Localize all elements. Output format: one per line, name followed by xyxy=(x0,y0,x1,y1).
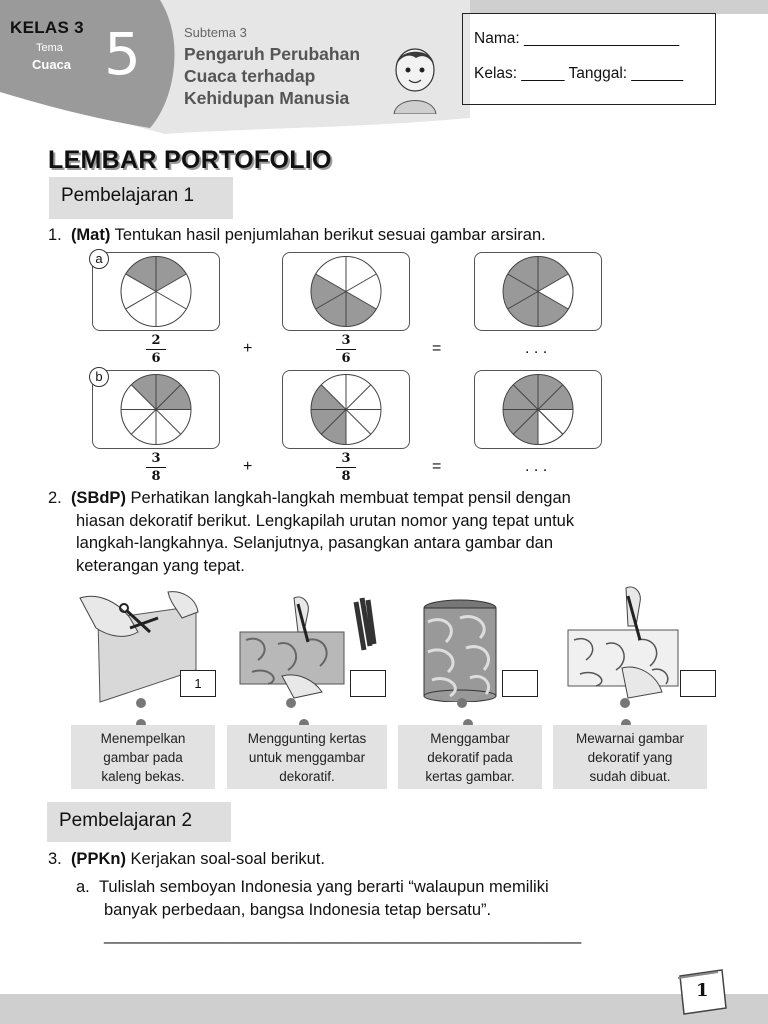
answer-blank-a[interactable]: . . . xyxy=(525,340,548,357)
match-dot-image-3[interactable] xyxy=(457,698,467,708)
plus-sign: + xyxy=(243,458,253,475)
theme-number: 5 xyxy=(104,20,141,88)
description-line: untuk menggambar xyxy=(248,750,366,765)
subtheme-label: Subtema 3 xyxy=(184,25,247,40)
theme-name: Cuaca xyxy=(32,57,72,72)
description-line: Mewarnai gambar xyxy=(575,731,685,746)
denominator: 6 xyxy=(151,351,161,366)
pie-a2 xyxy=(282,252,410,331)
fraction-b1 xyxy=(146,451,166,484)
description-box-3 xyxy=(398,725,542,789)
pie-a-result-chart xyxy=(475,253,601,330)
page-title: LEMBAR PORTOFOLIO xyxy=(48,146,332,174)
description-line: kertas gambar. xyxy=(425,769,515,784)
subtheme-title-line: Kehidupan Manusia xyxy=(184,88,350,108)
description-line: Menempelkan xyxy=(100,731,186,746)
match-dot-image-4[interactable] xyxy=(620,698,630,708)
description-line: gambar pada xyxy=(103,750,183,765)
pie-a-result xyxy=(474,252,602,331)
subquestion-text: banyak perbedaan, bangsa Indonesia tetap bersatu”. xyxy=(104,900,492,919)
description-line: sudah dibuat. xyxy=(589,769,671,784)
class-label: KELAS 3 xyxy=(10,18,84,37)
step-number-box-2[interactable] xyxy=(350,670,386,697)
question-subject: (Mat) xyxy=(70,226,111,244)
description-line: dekoratif yang xyxy=(587,750,673,765)
description-line: dekoratif pada xyxy=(427,750,513,765)
answer-blank-b[interactable]: . . . xyxy=(525,458,548,475)
question-subject: (PPKn) xyxy=(70,850,126,868)
subtheme-title-line: Pengaruh Perubahan xyxy=(184,44,361,64)
page-number: 1 xyxy=(696,980,709,1001)
question-subject: (SBdP) xyxy=(70,489,126,507)
pie-a2-chart xyxy=(283,253,409,330)
question-3 xyxy=(48,848,325,871)
section-pembelajaran-1: Pembelajaran 1 xyxy=(49,177,233,219)
plus-sign: + xyxy=(243,340,253,357)
pie-b-result-chart xyxy=(475,371,601,448)
match-dot-image-2[interactable] xyxy=(286,698,296,708)
name-field[interactable]: Nama: __________________ xyxy=(474,30,680,47)
denominator: 8 xyxy=(151,469,161,484)
equals-sign: = xyxy=(432,458,442,475)
pie-a1 xyxy=(92,252,220,331)
fraction-a1 xyxy=(146,333,166,366)
description-box-4 xyxy=(553,725,707,789)
subquestion-label: a. xyxy=(76,878,90,896)
student-info-box xyxy=(462,13,716,105)
question-text: keterangan yang tepat. xyxy=(76,556,245,575)
row-label-a: a xyxy=(89,249,109,269)
description-line: Menggunting kertas xyxy=(247,731,367,746)
fraction-a2 xyxy=(336,333,356,366)
pie-b2-chart xyxy=(283,371,409,448)
row-label-b: b xyxy=(89,367,109,387)
pie-b-result xyxy=(474,370,602,449)
pie-b1 xyxy=(92,370,220,449)
class-date-field[interactable]: Kelas: _____ Tanggal: ______ xyxy=(474,65,684,82)
numerator: 3 xyxy=(341,451,351,466)
answer-line-3a[interactable]: ____________________________________________________ xyxy=(104,926,582,944)
pie-b1-chart xyxy=(93,371,219,448)
numerator: 3 xyxy=(151,451,161,466)
fraction-b2 xyxy=(336,451,356,484)
description-box-2 xyxy=(227,725,387,789)
numerator: 2 xyxy=(151,333,161,348)
question-number: 1. xyxy=(48,226,62,244)
denominator: 8 xyxy=(341,469,351,484)
question-number: 3. xyxy=(48,850,62,868)
coloring-decoration-illustration xyxy=(566,582,682,702)
pie-b2 xyxy=(282,370,410,449)
question-text: Tentukan hasil penjumlahan berikut sesuai gambar arsiran. xyxy=(110,226,546,244)
question-text: Kerjakan soal-soal berikut. xyxy=(125,850,325,868)
description-line: Menggambar xyxy=(430,731,510,746)
question-text: hiasan dekoratif berikut. Lengkapilah urutan nomor yang tepat untuk xyxy=(76,511,575,530)
description-box-1 xyxy=(71,725,215,789)
step-number-box-1[interactable]: 1 xyxy=(180,670,216,697)
footer-band xyxy=(0,994,768,1024)
description-line: dekoratif. xyxy=(279,769,335,784)
boy-illustration xyxy=(386,40,444,114)
question-text: Perhatikan langkah-langkah membuat tempat pensil dengan xyxy=(125,489,571,507)
match-dot-image-1[interactable] xyxy=(136,698,146,708)
subtheme-title-line: Cuaca terhadap xyxy=(184,66,316,86)
question-number: 2. xyxy=(48,489,62,507)
description-line: kaleng bekas. xyxy=(101,769,185,784)
pie-a1-chart xyxy=(93,253,219,330)
section-pembelajaran-2: Pembelajaran 2 xyxy=(47,802,231,842)
step-number-box-3[interactable] xyxy=(502,670,538,697)
question-1 xyxy=(48,224,546,247)
numerator: 3 xyxy=(341,333,351,348)
denominator: 6 xyxy=(341,351,351,366)
decorated-can-illustration xyxy=(420,598,500,702)
question-2 xyxy=(48,487,738,577)
equals-sign: = xyxy=(432,340,442,357)
subtheme-title xyxy=(184,43,394,109)
question-3a xyxy=(76,876,736,921)
question-text: langkah-langkahnya. Selanjutnya, pasangkan antara gambar dan xyxy=(76,534,554,552)
subquestion-text: Tulislah semboyan Indonesia yang berarti “walaupun memiliki xyxy=(98,878,549,896)
theme-label: Tema xyxy=(36,42,63,54)
step-number-box-4[interactable] xyxy=(680,670,716,697)
